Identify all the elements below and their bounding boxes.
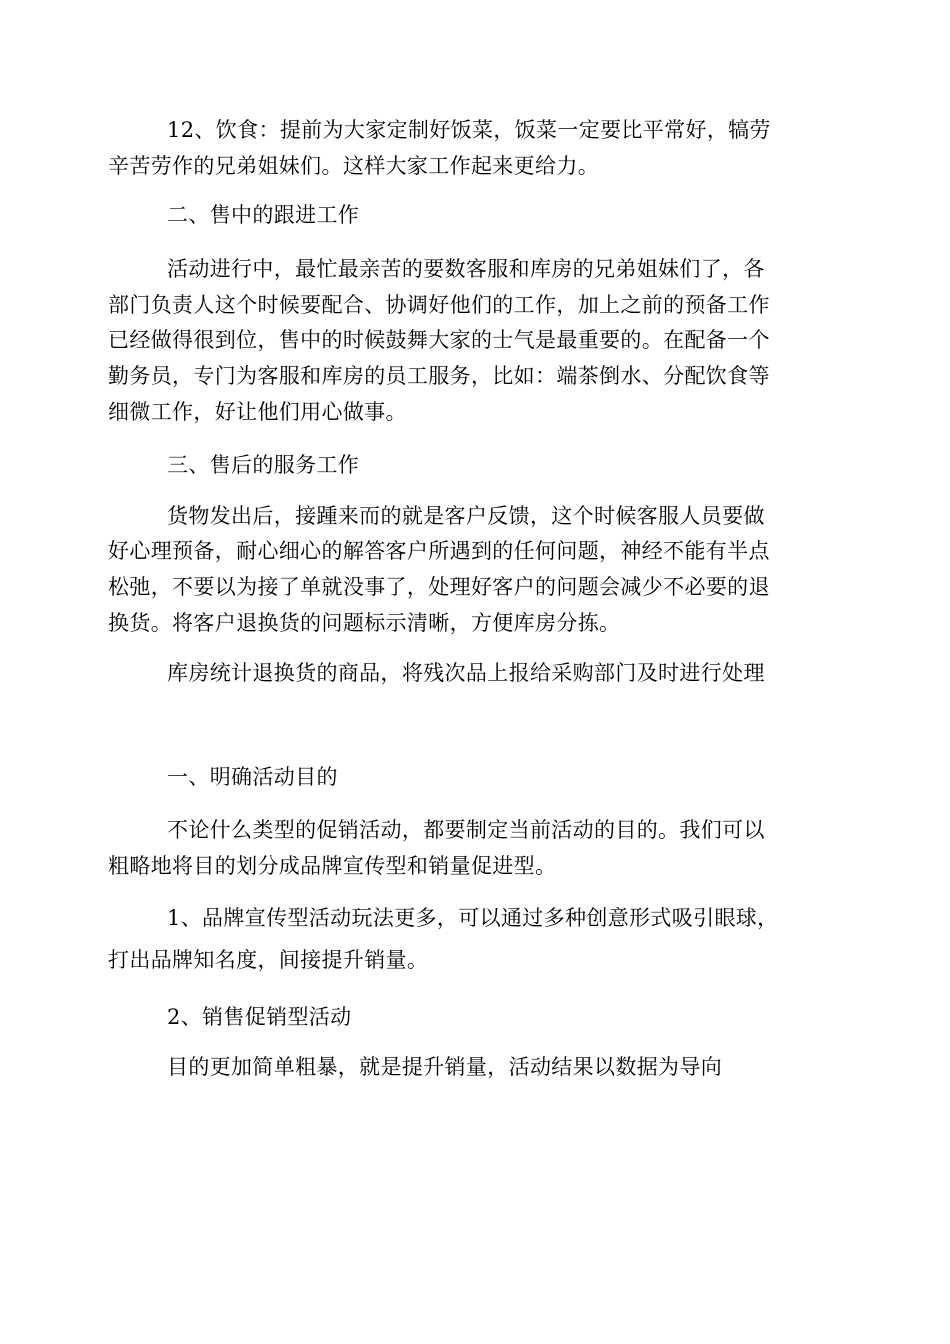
paragraph-line: 目的更加简单粗暴，就是提升销量，活动结果以数据为导向 <box>167 1055 723 1079</box>
section-heading: 二、售中的跟进工作 <box>167 203 360 227</box>
paragraph-line: 松弛，不要以为接了单就没事了，处理好客户的问题会减少不必要的退 <box>108 575 770 599</box>
paragraph-line: 不论什么类型的促销活动，都要制定当前活动的目的。我们可以 <box>167 818 765 842</box>
paragraph-line: 活动进行中，最忙最亲苦的要数客服和库房的兄弟姐妹们了，各 <box>167 257 765 281</box>
section-heading: 2、销售促销型活动 <box>167 1005 352 1029</box>
paragraph-line: 部门负责人这个时候要配合、协调好他们的工作，加上之前的预备工作 <box>108 293 770 317</box>
paragraph-line: 货物发出后，接踵来而的就是客户反馈，这个时候客服人员要做 <box>167 504 765 528</box>
paragraph-line: 已经做得很到位，售中的时候鼓舞大家的士气是最重要的。在配备一个 <box>108 328 770 352</box>
paragraph-line: 辛苦劳作的兄弟姐妹们。这样大家工作起来更给力。 <box>108 154 600 178</box>
paragraph-line: 粗略地将目的划分成品牌宣传型和销量促进型。 <box>108 854 557 878</box>
section-heading: 三、售后的服务工作 <box>167 453 360 477</box>
paragraph-line: 细微工作，好让他们用心做事。 <box>108 400 407 424</box>
paragraph-line: 换货。将客户退换货的问题标示清晰，方便库房分拣。 <box>108 611 621 635</box>
paragraph-line: 12、饮食：提前为大家定制好饭菜，饭菜一定要比平常好，犒劳 <box>167 118 771 142</box>
paragraph-line: 好心理预备，耐心细心的解答客户所遇到的任何问题，神经不能有半点 <box>108 539 770 563</box>
paragraph-line: 勤务员，专门为客服和库房的员工服务，比如：端茶倒水、分配饮食等 <box>108 364 770 388</box>
paragraph-line: 1、品牌宣传型活动玩法更多，可以通过多种创意形式吸引眼球， <box>167 906 779 930</box>
paragraph-line: 库房统计退换货的商品，将残次品上报给采购部门及时进行处理 <box>167 661 765 685</box>
section-heading: 一、明确活动目的 <box>167 765 338 789</box>
paragraph-line: 打出品牌知名度，间接提升销量。 <box>108 948 429 972</box>
